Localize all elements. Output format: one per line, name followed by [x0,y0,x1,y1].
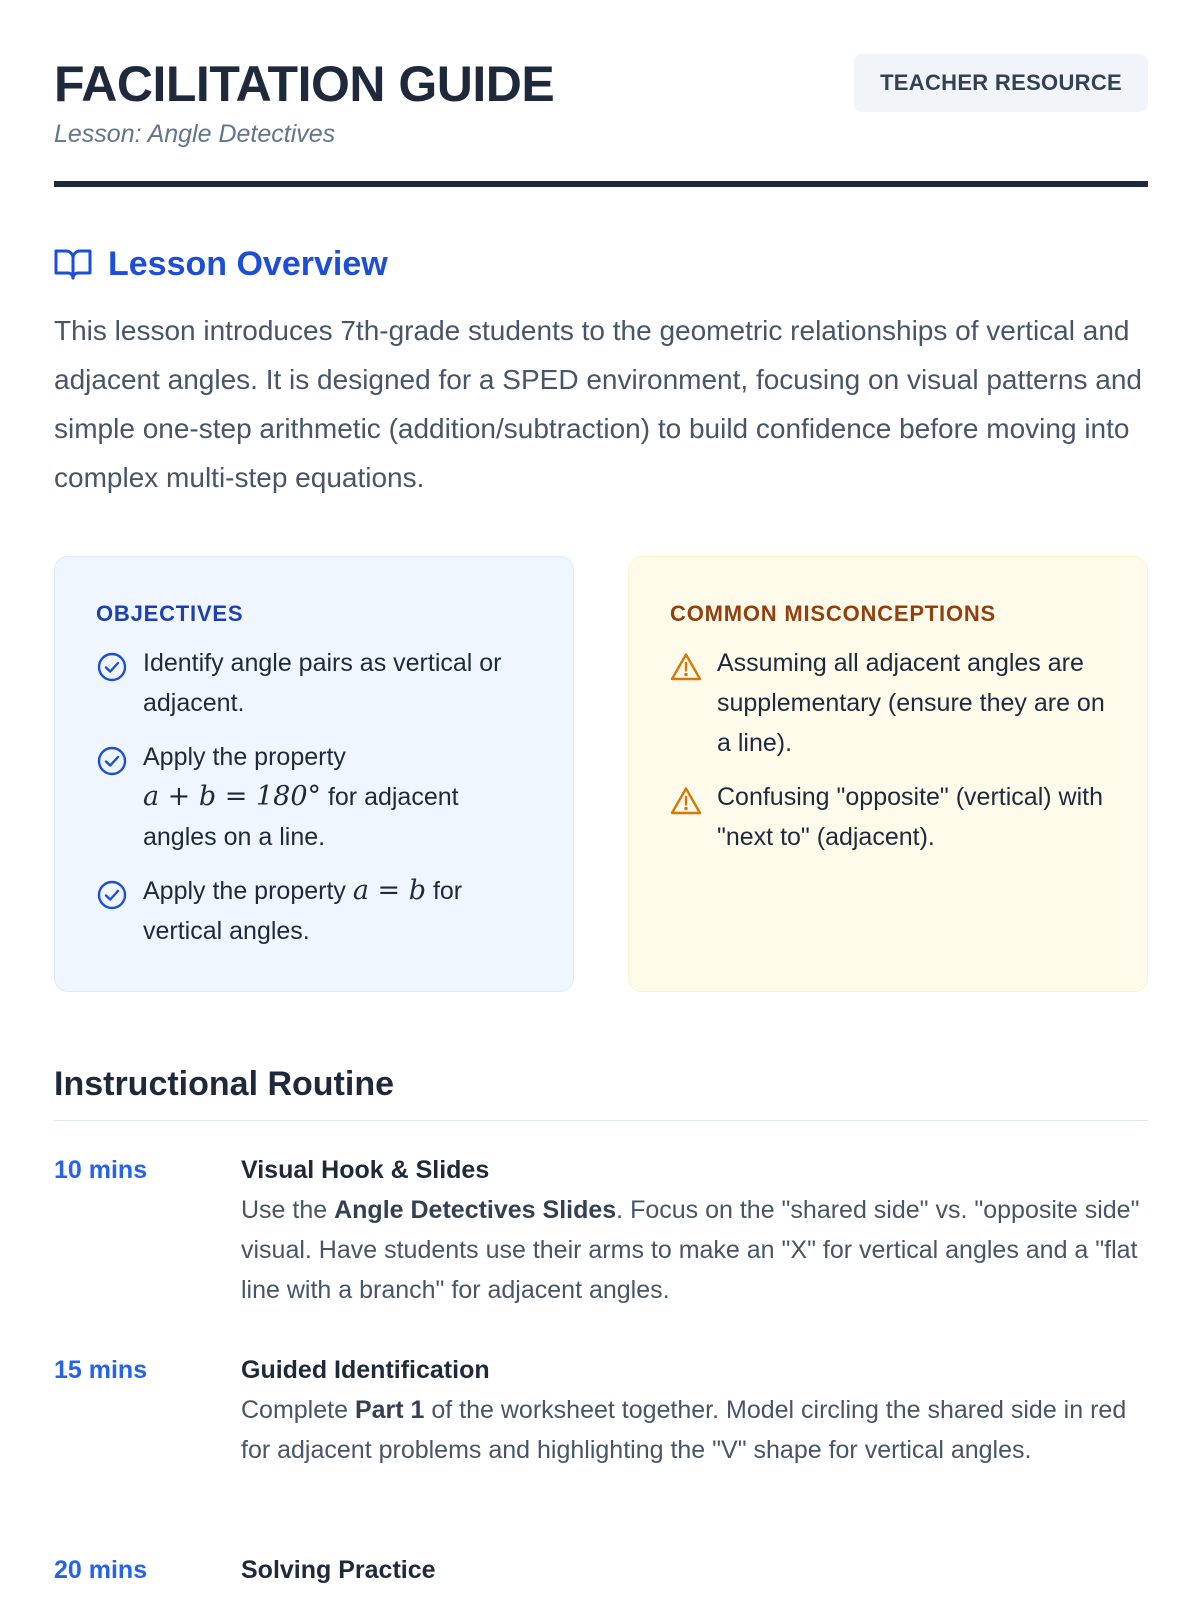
misconceptions-list [670,643,1107,857]
misconception-item [670,643,1107,763]
step-body [241,1550,1148,1590]
teacher-resource-badge: TEACHER RESOURCE [854,54,1148,112]
step-title: Visual Hook & Slides [241,1156,490,1184]
objectives-card [54,556,574,992]
step-description: Complete Part 1 of the worksheet together. Model circling the shared side in red for adjacent problems and highlighting the "V" shape for vertical angles. [241,1396,1127,1464]
lesson-overview-title: Lesson Overview [108,245,388,283]
step-title: Guided Identification [241,1356,490,1384]
objective-item [96,643,533,723]
objective-text: Identify angle pairs as vertical or adjacent. [143,649,502,717]
objective-text: Apply the property a = b for vertical angles. [143,875,463,945]
check-circle-icon [96,879,128,911]
misconceptions-card [628,556,1148,992]
lesson-overview-heading [54,242,388,286]
step-duration: 20 mins [54,1556,148,1584]
facilitation-guide-page [54,0,1148,1584]
misconception-text: Assuming all adjacent angles are supplementary (ensure they are on a line). [717,649,1105,757]
misconception-item [670,777,1107,857]
misconception-text: Confusing "opposite" (vertical) with "next to" (adjacent). [717,783,1103,851]
objective-item [96,737,533,857]
objective-text: Apply the property a + b = 180° for adjacent angles on a line. [143,743,459,851]
instructional-routine-title: Instructional Routine [54,1065,394,1103]
objectives-list [96,643,533,951]
step-title: Solving Practice [241,1556,436,1584]
lesson-overview-text: This lesson introduces 7th-grade students to the geometric relationships of vertical and adjacent angles. It is designed for a SPED environment, focusing on visual patterns and simple one-step arithmetic (addition/subtraction) to build confidence before moving into complex multi-step equations. [54,315,1142,493]
objective-item [96,871,533,951]
routine-divider [54,1120,1148,1121]
check-circle-icon [96,651,128,683]
misconceptions-title: COMMON MISCONCEPTIONS [670,601,997,626]
step-duration: 10 mins [54,1156,148,1184]
step-body [241,1350,1148,1470]
book-open-icon [54,247,92,281]
warning-triangle-icon [670,785,702,817]
adjacent-angle-formula: a + b = 180° [143,781,321,812]
vertical-angle-formula: a = b [352,875,427,906]
lesson-subtitle: Lesson: Angle Detectives [54,120,336,148]
step-duration: 15 mins [54,1356,148,1384]
step-description: Use the Angle Detectives Slides. Focus on the "shared side" vs. "opposite side" visual. Have students use their arms to make an "X" for vertical angles and a "flat line with a branch" for adjacent angles. [241,1196,1140,1304]
header-divider [54,181,1148,187]
warning-triangle-icon [670,651,702,683]
check-circle-icon [96,745,128,777]
objectives-title: OBJECTIVES [96,601,244,626]
step-body [241,1150,1148,1310]
header [54,0,1148,190]
page-title: FACILITATION GUIDE [54,56,555,112]
